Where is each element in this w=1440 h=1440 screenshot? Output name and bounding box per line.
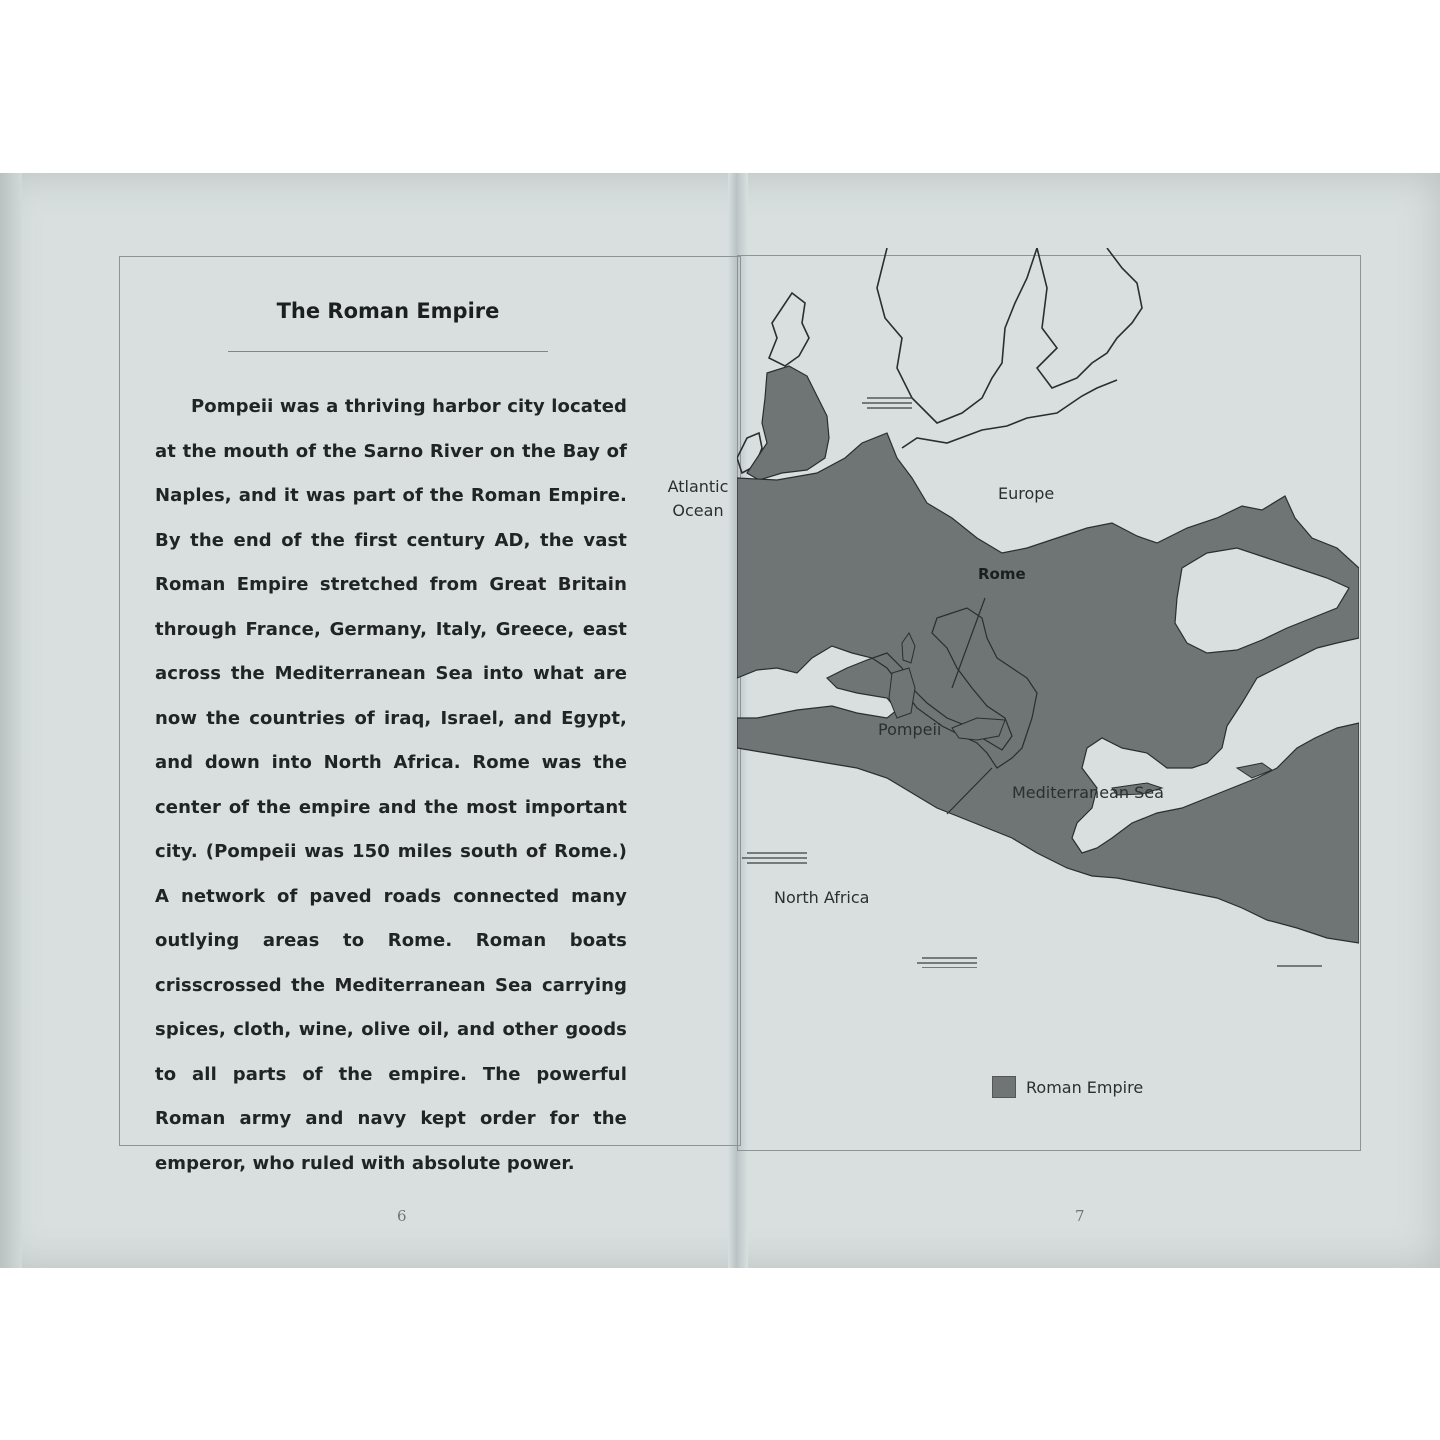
roman-empire-map [737,248,1359,968]
map-label-north-africa: North Africa [774,888,870,907]
map-label-mediterranean-sea: Mediterranean Sea [1012,783,1164,802]
britain-roman-territory [747,366,829,480]
page-edge [0,173,22,1268]
book-spread [0,173,1440,1268]
scotland-outline [769,293,809,366]
legend-swatch [992,1076,1016,1098]
baltic-coastline [902,380,1117,448]
legend-label: Roman Empire [1026,1077,1144,1097]
sardinia-island [889,668,915,718]
finland-coastline [1037,248,1142,388]
empire-main-territory [737,433,1359,943]
map-label-atlantic-ocean: Atlantic Ocean [667,477,729,520]
heading-rule [228,351,548,352]
map-label-rome: Rome [978,565,1026,583]
body-paragraph: Pompeii was a thriving harbor city located at the mouth of the Sarno River on the Bay of Naples, and it was part of the Roman Empire. By the end of the first century AD, the vast Roman Empire stretched from Great Britain through France, Germany, Italy, Greece, east across the Mediterranean Sea into what are now the countries of iraq, Israel, and Egypt, and down into North Africa. Rome was the center of the empire and the most important city. (Pompeii was 150 miles south of Rome.) A network of paved roads connected many outlying areas to Rome. Roman boats crisscrossed the Mediterranean Sea carrying spices, cloth, wine, olive oil, and other goods to all parts of the empire. The powerful Roman army and navy kept order for the emperor, who ruled with absolute power. [155,396,627,1174]
page-heading: The Roman Empire [276,299,500,323]
map-label-europe: Europe [998,484,1055,503]
map-legend [992,1076,1143,1098]
scandinavia-coastline [877,248,1037,423]
map-label-pompeii: Pompeii [878,720,942,739]
page-number-right: 7 [1075,1207,1085,1225]
page-number-left: 6 [397,1207,407,1225]
